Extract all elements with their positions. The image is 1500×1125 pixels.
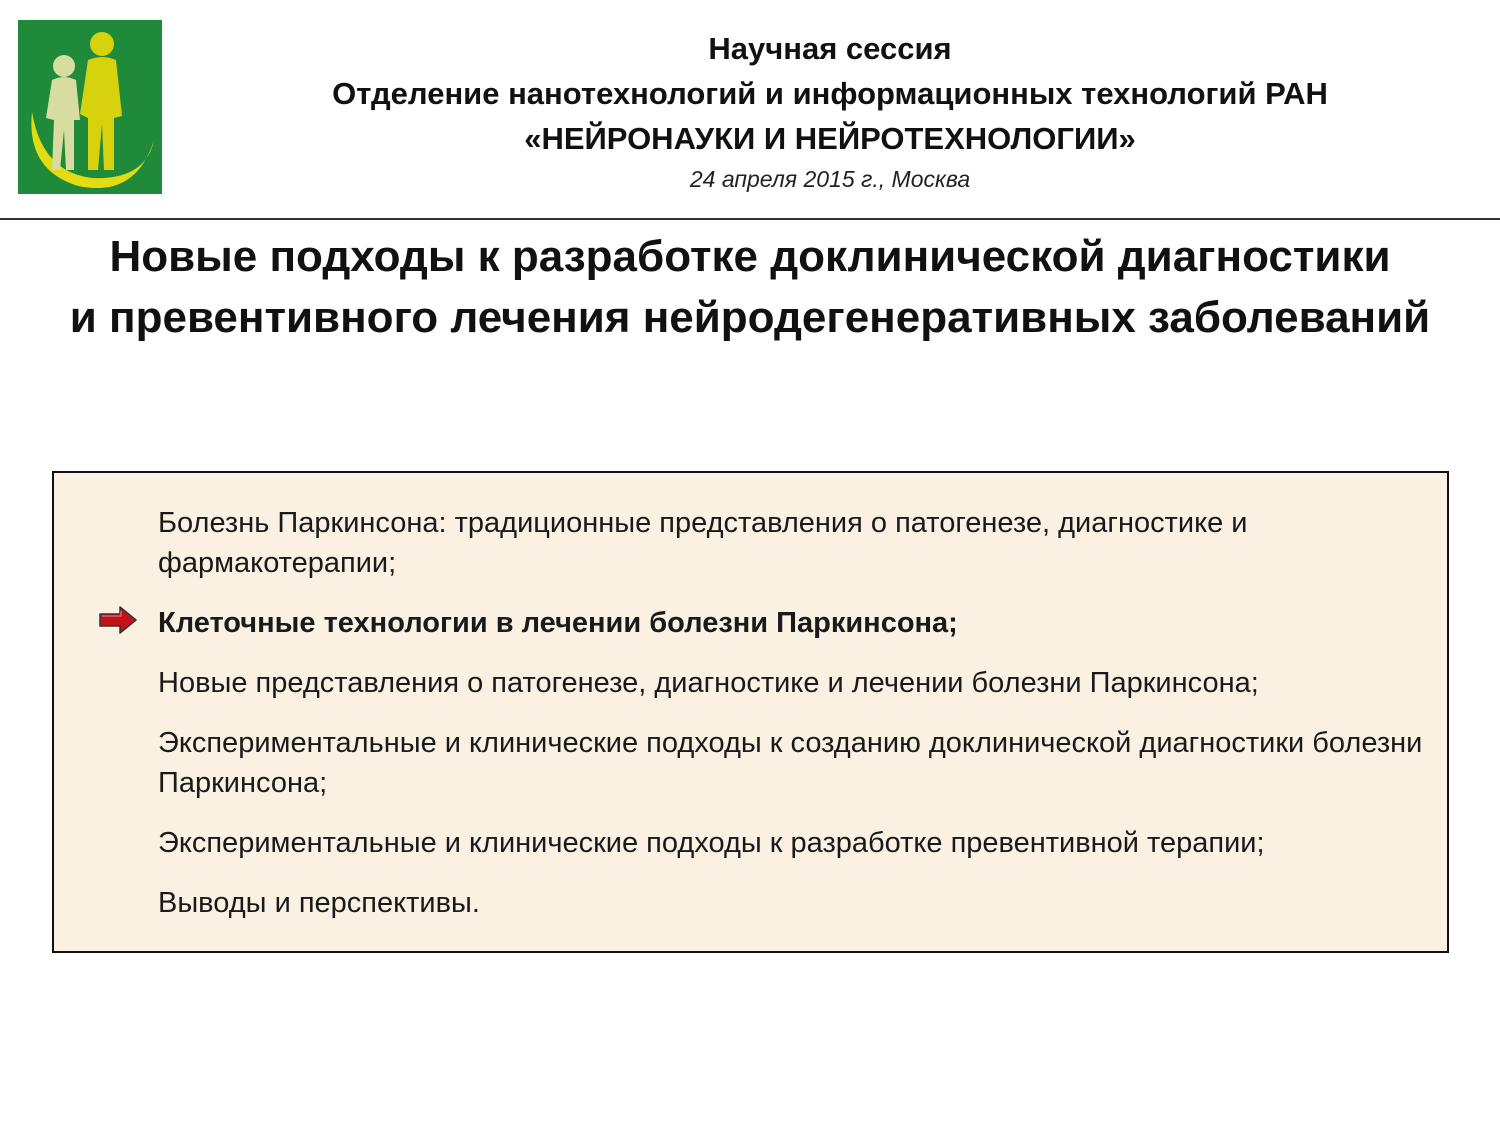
outline-item-text: Болезнь Паркинсона: традиционные представления о патогенезе, диагностике и фармакотерапии; [158, 507, 1248, 579]
outline-item-text: Клеточные технологии в лечении болезни Паркинсона; [158, 607, 958, 639]
outline-item [158, 663, 1448, 703]
session-date-location: 24 апреля 2015 г., Москва [689, 166, 971, 192]
session-theme: «НЕЙРОНАУКИ И НЕЙРОТЕХНОЛОГИИ» [524, 121, 1136, 156]
department-name: Отделение нанотехнологий и информационных технологий РАН [332, 76, 1328, 111]
slide-title-line-1: Новые подходы к разработке доклинической диагностики [109, 232, 1391, 281]
slide-title [0, 226, 1500, 348]
outline-item [158, 823, 1448, 863]
outline-item [158, 883, 1448, 923]
outline-item-text: Новые представления о патогенезе, диагностике и лечении болезни Паркинсона; [158, 667, 1259, 699]
outline-item-text: Экспериментальные и клинические подходы к созданию доклинической диагностики болезни Паркинсона; [158, 727, 1423, 799]
outline-item-text: Экспериментальные и клинические подходы к разработке превентивной терапии; [158, 827, 1265, 859]
outline-item-text: Выводы и перспективы. [158, 887, 480, 919]
outline-item-active [158, 603, 1448, 643]
session-header [180, 26, 1480, 196]
two-figures-logo-icon [18, 20, 162, 194]
session-title: Научная сессия [708, 31, 952, 66]
slide-title-line-2: и превентивного лечения нейродегенеративных заболеваний [69, 293, 1431, 342]
outline-item [158, 503, 1448, 583]
outline-item [158, 723, 1448, 803]
header-divider [0, 218, 1500, 220]
outline-box [52, 471, 1449, 953]
red-arrow-icon [99, 605, 137, 635]
